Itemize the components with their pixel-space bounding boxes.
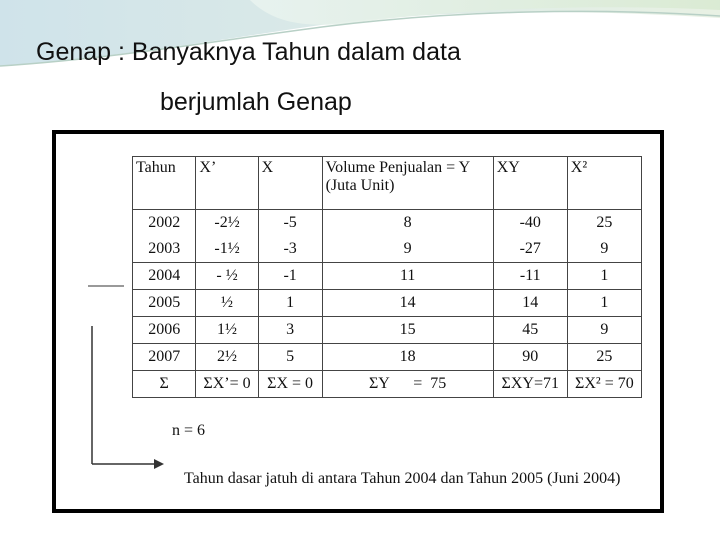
total-x: ΣX = 0 [258, 371, 322, 398]
cell-y: 8 [322, 210, 493, 237]
cell-x-prime: 2½ [196, 344, 258, 371]
cell-x: 3 [258, 317, 322, 344]
header-volume-unit: (Juta Unit) [325, 177, 395, 194]
scanned-figure [52, 130, 664, 513]
total-sigma-label: Σ [133, 371, 196, 398]
cell-y: 11 [322, 263, 493, 290]
sample-size-label: n = 6 [172, 422, 206, 439]
base-year-note: Tahun dasar jatuh di antara Tahun 2004 dan Tahun 2005 (Juni 2004) [184, 470, 621, 487]
cell-xy: 45 [493, 317, 567, 344]
cell-x: -5 [258, 210, 322, 237]
cell-x-prime: - ½ [196, 263, 258, 290]
cell-x-squared: 25 [567, 344, 641, 371]
cell-x: -1 [258, 263, 322, 290]
header-x-prime: X’ [196, 157, 258, 210]
cell-x-squared: 25 [567, 210, 641, 237]
table-row [133, 236, 642, 263]
cell-tahun: 2006 [133, 317, 196, 344]
total-xy: ΣXY=71 [493, 371, 567, 398]
cell-tahun: 2002 [133, 210, 196, 237]
header-tahun: Tahun [133, 157, 196, 210]
table-totals-row [133, 371, 642, 398]
total-x-prime: ΣX’= 0 [196, 371, 258, 398]
cell-x-squared: 1 [567, 263, 641, 290]
cell-tahun: 2005 [133, 290, 196, 317]
cell-x-prime: 1½ [196, 317, 258, 344]
table-header-row [133, 157, 642, 210]
slide-title-line-1: Genap : Banyaknya Tahun dalam data [36, 38, 461, 66]
arrow-head [154, 459, 164, 469]
table-row [133, 290, 642, 317]
cell-x-squared: 9 [567, 317, 641, 344]
table-row [133, 317, 642, 344]
cell-y: 14 [322, 290, 493, 317]
cell-tahun: 2004 [133, 263, 196, 290]
cell-xy: -40 [493, 210, 567, 237]
table-row [133, 344, 642, 371]
cell-x: 5 [258, 344, 322, 371]
cell-y: 15 [322, 317, 493, 344]
cell-x: -3 [258, 236, 322, 263]
header-volume-label: Volume Penjualan = Y [325, 159, 471, 176]
cell-y: 18 [322, 344, 493, 371]
header-volume-penjualan [322, 157, 493, 210]
header-x: X [258, 157, 322, 210]
cell-x-prime: ½ [196, 290, 258, 317]
cell-x-prime: -1½ [196, 236, 258, 263]
table-row [133, 210, 642, 237]
cell-xy: 14 [493, 290, 567, 317]
total-y: ΣY = 75 [322, 371, 493, 398]
cell-xy: -27 [493, 236, 567, 263]
total-x-squared: ΣX² = 70 [567, 371, 641, 398]
cell-x: 1 [258, 290, 322, 317]
slide-title-line-2: berjumlah Genap [160, 88, 352, 116]
cell-tahun: 2003 [133, 236, 196, 263]
cell-y: 9 [322, 236, 493, 263]
cell-x-squared: 9 [567, 236, 641, 263]
cell-tahun: 2007 [133, 344, 196, 371]
cell-xy: 90 [493, 344, 567, 371]
cell-xy: -11 [493, 263, 567, 290]
cell-x-prime: -2½ [196, 210, 258, 237]
header-xy: XY [493, 157, 567, 210]
cell-x-squared: 1 [567, 290, 641, 317]
header-x-squared: X² [567, 157, 641, 210]
data-table [132, 156, 642, 398]
table-row [133, 263, 642, 290]
